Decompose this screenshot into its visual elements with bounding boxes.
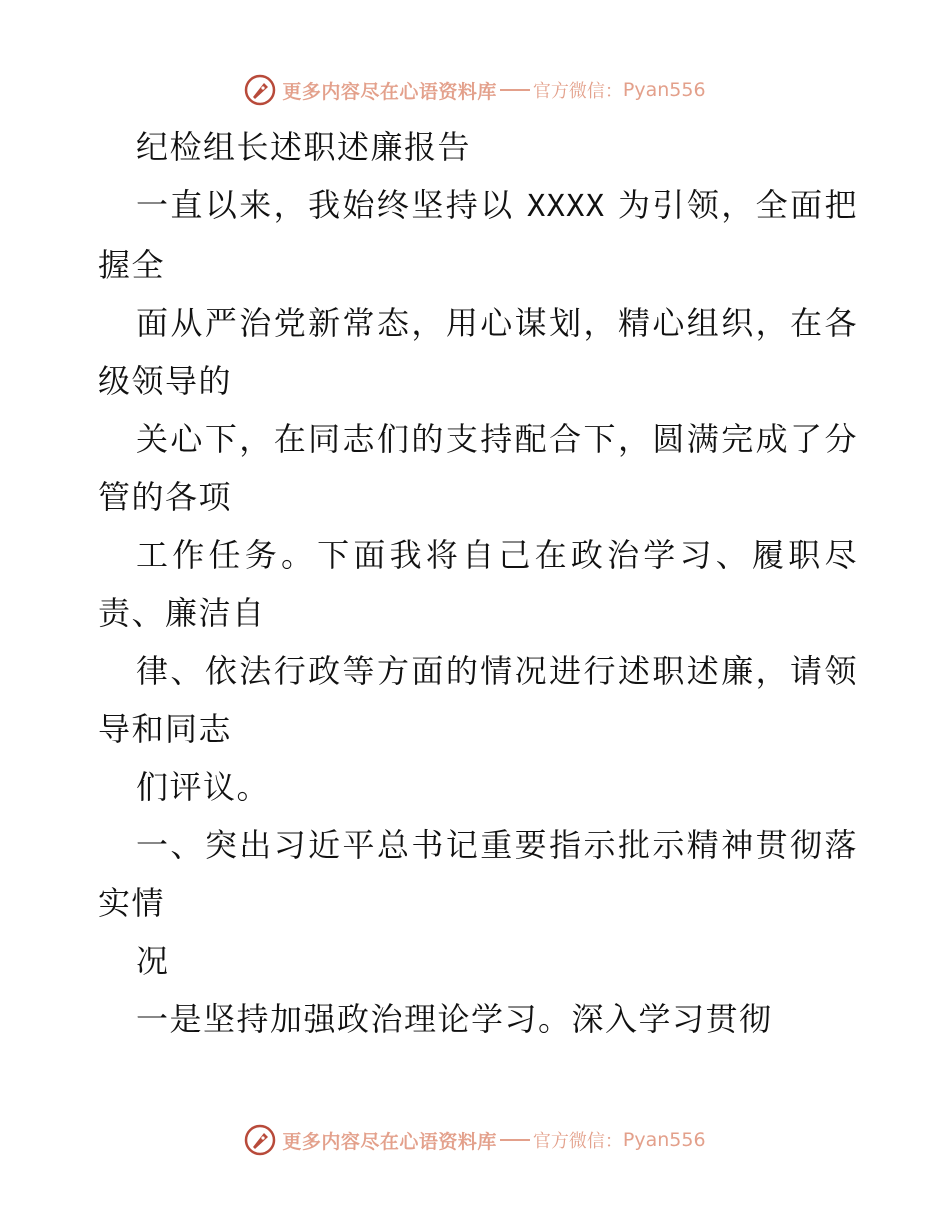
pen-nib-logo-icon bbox=[244, 1124, 276, 1156]
section-heading: 一、突出习近平总书记重要指示批示精神贯彻落实情 bbox=[98, 826, 858, 922]
watermark-wechat-id: Pyan556 bbox=[622, 79, 706, 101]
watermark-wechat-id: Pyan556 bbox=[622, 1129, 706, 1151]
paragraph: 一是坚持加强政治理论学习。深入学习贯彻 bbox=[136, 1000, 773, 1038]
paragraph: 们评议。 bbox=[136, 768, 271, 806]
paragraph bbox=[98, 176, 858, 294]
watermark-banner-bottom bbox=[0, 1120, 950, 1160]
paragraph: 关心下，在同志们的支持配合下，圆满完成了分管的各项 bbox=[98, 420, 858, 516]
document-body bbox=[98, 118, 858, 1078]
watermark-promo-text: 更多内容尽在心语资料库 bbox=[282, 1130, 497, 1153]
paragraph: 工作任务。下面我将自己在政治学习、履职尽责、廉洁自 bbox=[98, 536, 858, 632]
section-heading-continued: 况 bbox=[136, 942, 170, 980]
paragraph: 面从严治党新常态，用心谋划，精心组织，在各级领导的 bbox=[98, 304, 858, 400]
placeholder-code: XXXX bbox=[527, 189, 606, 224]
watermark-official-label: 官方微信： bbox=[532, 81, 623, 102]
watermark-dash bbox=[500, 1139, 530, 1141]
watermark-promo-text: 更多内容尽在心语资料库 bbox=[282, 80, 497, 103]
pen-nib-logo-icon bbox=[244, 74, 276, 106]
paragraph-text: 一直以来，我始终坚持以 bbox=[136, 186, 528, 224]
watermark-banner-top bbox=[0, 70, 950, 110]
watermark-dash bbox=[500, 89, 530, 91]
paragraph-text: 为引领，全面把握全 bbox=[98, 186, 858, 284]
paragraph: 律、依法行政等方面的情况进行述职述廉，请领导和同志 bbox=[98, 652, 858, 748]
document-title: 纪检组长述职述廉报告 bbox=[136, 128, 472, 166]
watermark-official-label: 官方微信： bbox=[532, 1131, 623, 1152]
